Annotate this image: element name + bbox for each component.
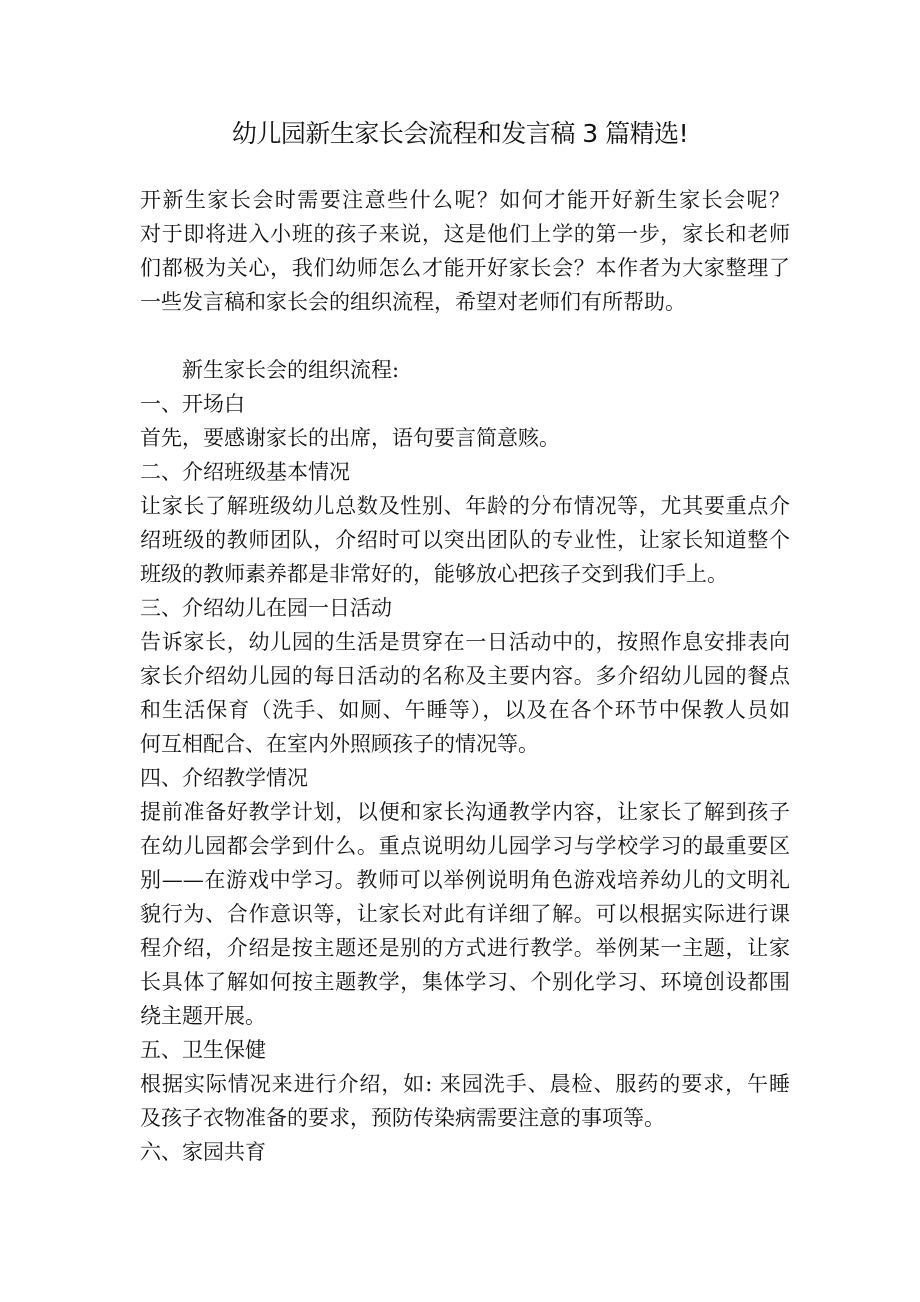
- text-line: 貌行为、合作意识等，让家长对此有详细了解。可以根据实际进行课: [140, 902, 790, 926]
- section: [140, 591, 790, 761]
- text-line: 根据实际情况来进行介绍，如: 来园洗手、晨检、服药的要求，午睡: [140, 1072, 790, 1096]
- text-line: 告诉家长，幼儿园的生活是贯穿在一日活动中的，按照作息安排表向: [140, 630, 790, 654]
- sections: [140, 387, 790, 1169]
- text-line: 和生活保育（洗手、如厕、午睡等），以及在各个环节中保教人员如: [140, 698, 790, 722]
- text-line: 让家长了解班级幼儿总数及性别、年龄的分布情况等，尤其要重点介: [140, 494, 790, 518]
- section: [140, 1033, 790, 1135]
- text-line: 对于即将进入小班的孩子来说，这是他们上学的第一步，家长和老师: [140, 222, 790, 246]
- spacer: [140, 319, 790, 353]
- section-heading: 一、开场白: [140, 392, 245, 416]
- text-line: 程介绍，介绍是按主题还是别的方式进行教学。举例某一主题，让家: [140, 936, 790, 960]
- text-line: 们都极为关心，我们幼师怎么才能开好家长会？本作者为大家整理了: [140, 256, 790, 280]
- document-body: [140, 183, 790, 1169]
- text-line: 别——在游戏中学习。教师可以举例说明角色游戏培养幼儿的文明礼: [140, 868, 790, 892]
- section-heading: 五、卫生保健: [140, 1038, 266, 1062]
- section: [140, 387, 790, 455]
- section-heading: 二、介绍班级基本情况: [140, 460, 350, 484]
- text-line: 何互相配合、在室内外照顾孩子的情况等。: [140, 732, 539, 756]
- text-line: 长具体了解如何按主题教学，集体学习、个别化学习、环境创设都围: [140, 970, 790, 994]
- document-title: 幼儿园新生家长会流程和发言稿 3 篇精选!: [231, 119, 689, 148]
- text-line: 及孩子衣物准备的要求，预防传染病需要注意的事项等。: [140, 1106, 665, 1130]
- intro-paragraph: [140, 183, 790, 319]
- text-line: 家长介绍幼儿园的每日活动的名称及主要内容。多介绍幼儿园的餐点: [140, 664, 790, 688]
- text-line: 绍班级的教师团队，介绍时可以突出团队的专业性，让家长知道整个: [140, 528, 790, 552]
- text-line: 班级的教师素养都是非常好的，能够放心把孩子交到我们手上。: [140, 562, 728, 586]
- text-line: 在幼儿园都会学到什么。重点说明幼儿园学习与学校学习的最重要区: [140, 834, 790, 858]
- section-heading: 六、家园共育: [140, 1140, 266, 1164]
- text-line: 提前准备好教学计划，以便和家长沟通教学内容，让家长了解到孩子: [140, 800, 790, 824]
- text-line: 绕主题开展。: [140, 1004, 266, 1028]
- section-heading: 三、介绍幼儿在园一日活动: [140, 596, 392, 620]
- text-line: 开新生家长会时需要注意些什么呢？如何才能开好新生家长会呢？: [140, 188, 790, 212]
- text-line: 首先，要感谢家长的出席，语句要言简意赅。: [140, 426, 560, 450]
- section-heading: 新生家长会的组织流程:: [182, 358, 400, 382]
- text-line: 一些发言稿和家长会的组织流程，希望对老师们有所帮助。: [140, 290, 686, 314]
- section-heading: 四、介绍教学情况: [140, 766, 308, 790]
- section: [140, 761, 790, 1033]
- section: [140, 455, 790, 591]
- section: [140, 1135, 790, 1169]
